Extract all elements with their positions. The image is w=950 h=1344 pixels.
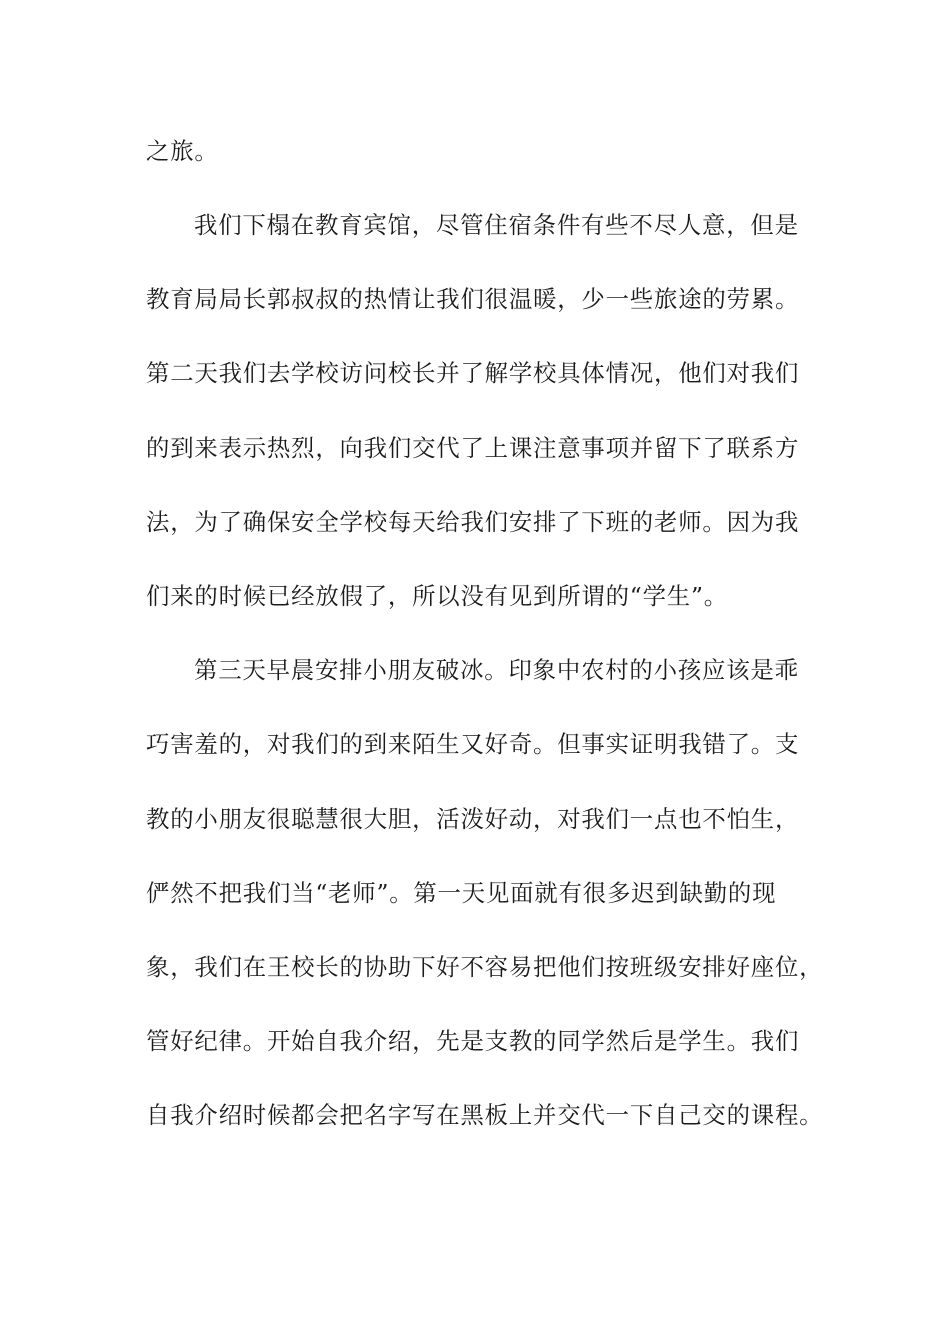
- text-line: 的到来表示热烈，向我们交代了上课注意事项并留下了联系方: [146, 434, 800, 462]
- text-line: 俨然不把我们当“老师”。第一天见面就有很多迟到缺勤的现: [146, 879, 777, 907]
- text-line: 们来的时候已经放假了，所以没有见到所谓的“学生”。: [146, 582, 728, 610]
- text-line: 之旅。: [146, 137, 219, 165]
- text-line: 巧害羞的，对我们的到来陌生又好奇。但事实证明我错了。支: [146, 730, 800, 758]
- text-line: 法，为了确保安全学校每天给我们安排了下班的老师。因为我: [146, 508, 800, 536]
- text-line: 管好纪律。开始自我介绍，先是支教的同学然后是学生。我们: [146, 1027, 800, 1055]
- paragraph-first-line: 第三天早晨安排小朋友破冰。印象中农村的小孩应该是乖: [194, 656, 799, 684]
- paragraph-first-line: 我们下榻在教育宾馆，尽管住宿条件有些不尽人意，但是: [194, 211, 799, 239]
- text-line: 第二天我们去学校访问校长并了解学校具体情况，他们对我们: [146, 359, 800, 387]
- text-line: 教育局局长郭叔叔的热情让我们很温暖，少一些旅途的劳累。: [146, 285, 800, 313]
- text-line: 教的小朋友很聪慧很大胆，活泼好动，对我们一点也不怕生，: [146, 805, 800, 833]
- text-line: 象，我们在王校长的协助下好不容易把他们按班级安排好座位，: [146, 953, 824, 981]
- text-line: 自我介绍时候都会把名字写在黑板上并交代一下自己交的课程。: [146, 1101, 824, 1129]
